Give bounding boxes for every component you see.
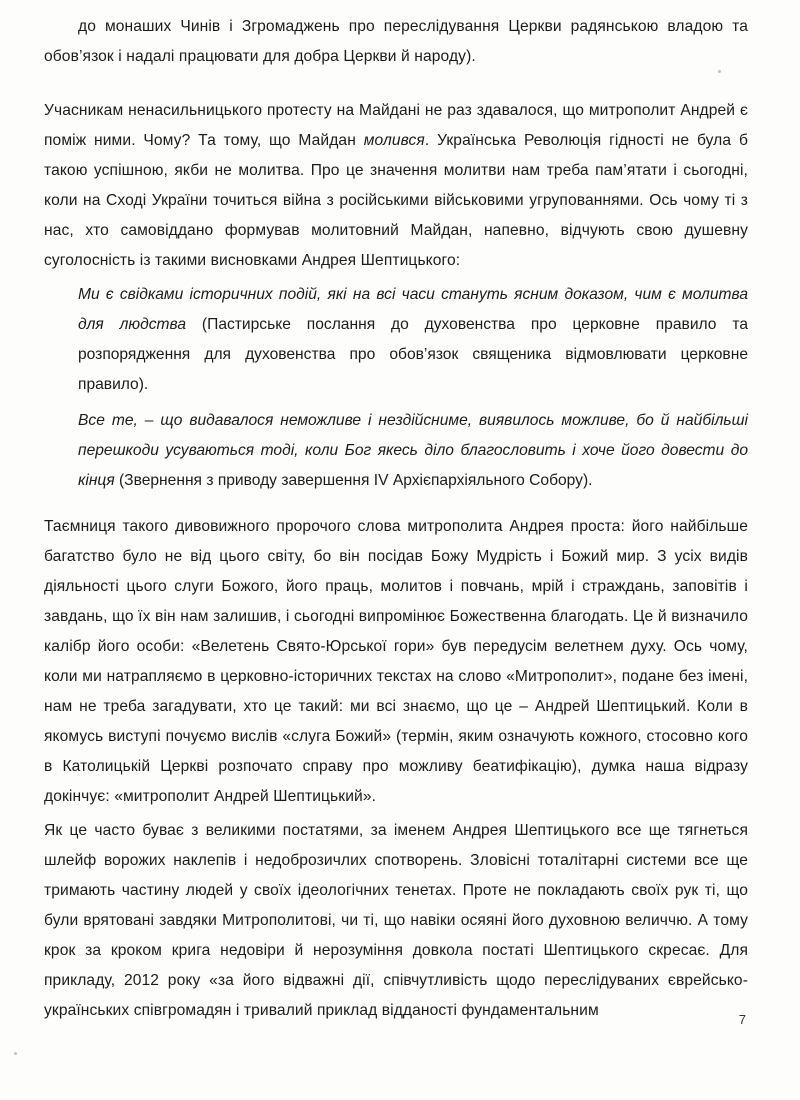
quote-text: Ми є свідками історичних подій, які на всі часи стануть ясним доказом, чим є молитва для людства <box>78 286 748 333</box>
quote-source: (Пастирське послання до духовенства про церковне правило та розпорядження для духовенства про обов’язок священика відмовлювати церковне правило). <box>78 316 748 393</box>
paragraph-great-figures <box>44 816 748 1026</box>
scan-speck <box>14 1052 17 1055</box>
paragraph-text: Таємниця такого дивовижного пророчого слова митрополита Андрея проста: його найбільше багатство було не від цього світу, бо він посідав Божу Мудрість і Божий мир. З усіх видів діяльності цього слуги Божого, його праць, молитов і повчань, мрій і страждань, заповітів і завдань, що їх він нам залишив, і сьогодні випромінює Божественна благодать. Це й визначило калібр його особи: «Велетень Свято-Юрської гори» був передусім велетнем духу. Ось чому, коли ми натрапляємо в церковно-історичних текстах на слово «Митрополит», подане без імені, нам не треба загадувати, хто це такий: ми всі знаємо, що це – Андрей Шептицький. Коли в якомусь виступі почуємо вислів «слуга Божий» (термін, яким означують кожного, стосовно кого в Католицькій Церкві розпочато справу про можливу беатифікацію), думка наша відразу докінчує: «митрополит Андрей Шептицький». <box>44 518 748 805</box>
paragraph-text: до монаших Чинів і Згромаджень про переслідування Церкви радянською владою та обов’язок і надалі працювати для добра Церкви й народу). <box>44 18 748 65</box>
quote-prayer <box>78 280 748 400</box>
paragraph-maidan <box>44 96 748 276</box>
paragraph-text: Учасникам ненасильницького протесту на Майдані не раз здавалося, що митрополит Андрей є поміж ними. Чому? Та тому, що Майдан <box>44 102 748 149</box>
paragraph-text: Як це часто буває з великими постатями, за іменем Андрея Шептицького все ще тягнеться шлейф ворожих наклепів і недоброзичлих спотворень. Зловісні тоталітарні системи все ще тримають частину людей у своїх ідеологічних тенетах. Проте не покладають своїх рук ті, що були врятовані завдяки Митрополитові, чи ті, що навіки осяяні його духовною величчю. А тому крок за кроком крига недовіри й нерозуміння довкола постаті Шептицького скресає. Для прикладу, 2012 року «за його відважні дії, співчутливість щодо переслідуваних єврейсько-українських співгромадян і тривалий приклад відданості фундаментальним <box>44 822 748 1019</box>
paragraph-mystery <box>44 512 748 812</box>
paragraph-continuation <box>44 12 748 72</box>
paragraph-text: . Українська Революція гідності не була б такою успішною, якби не молитва. Про це значення молитви нам треба пам’ятати і сьогодні, коли на Сході України точиться війна з російськими військовими угрупованнями. Ось чому ті з нас, хто самовіддано формував молитовний Майдан, напевно, відчують свою душевну суголосність із такими висновками Андрея Шептицького: <box>44 132 748 269</box>
quote-text: Все те, – що видавалося неможливе і нездійсниме, виявилось можливе, бо й найбільші перешкоди усуваються тоді, коли Бог якесь діло благословить і хоче його довести до кінця <box>78 412 748 489</box>
italic-emphasis: молився <box>363 132 425 149</box>
scan-speck <box>718 70 721 73</box>
page-number: 7 <box>738 1012 746 1027</box>
quote-source: (Звернення з приводу завершення IV Архієпархіяльного Собору). <box>114 472 593 489</box>
quote-impossible <box>78 406 748 496</box>
